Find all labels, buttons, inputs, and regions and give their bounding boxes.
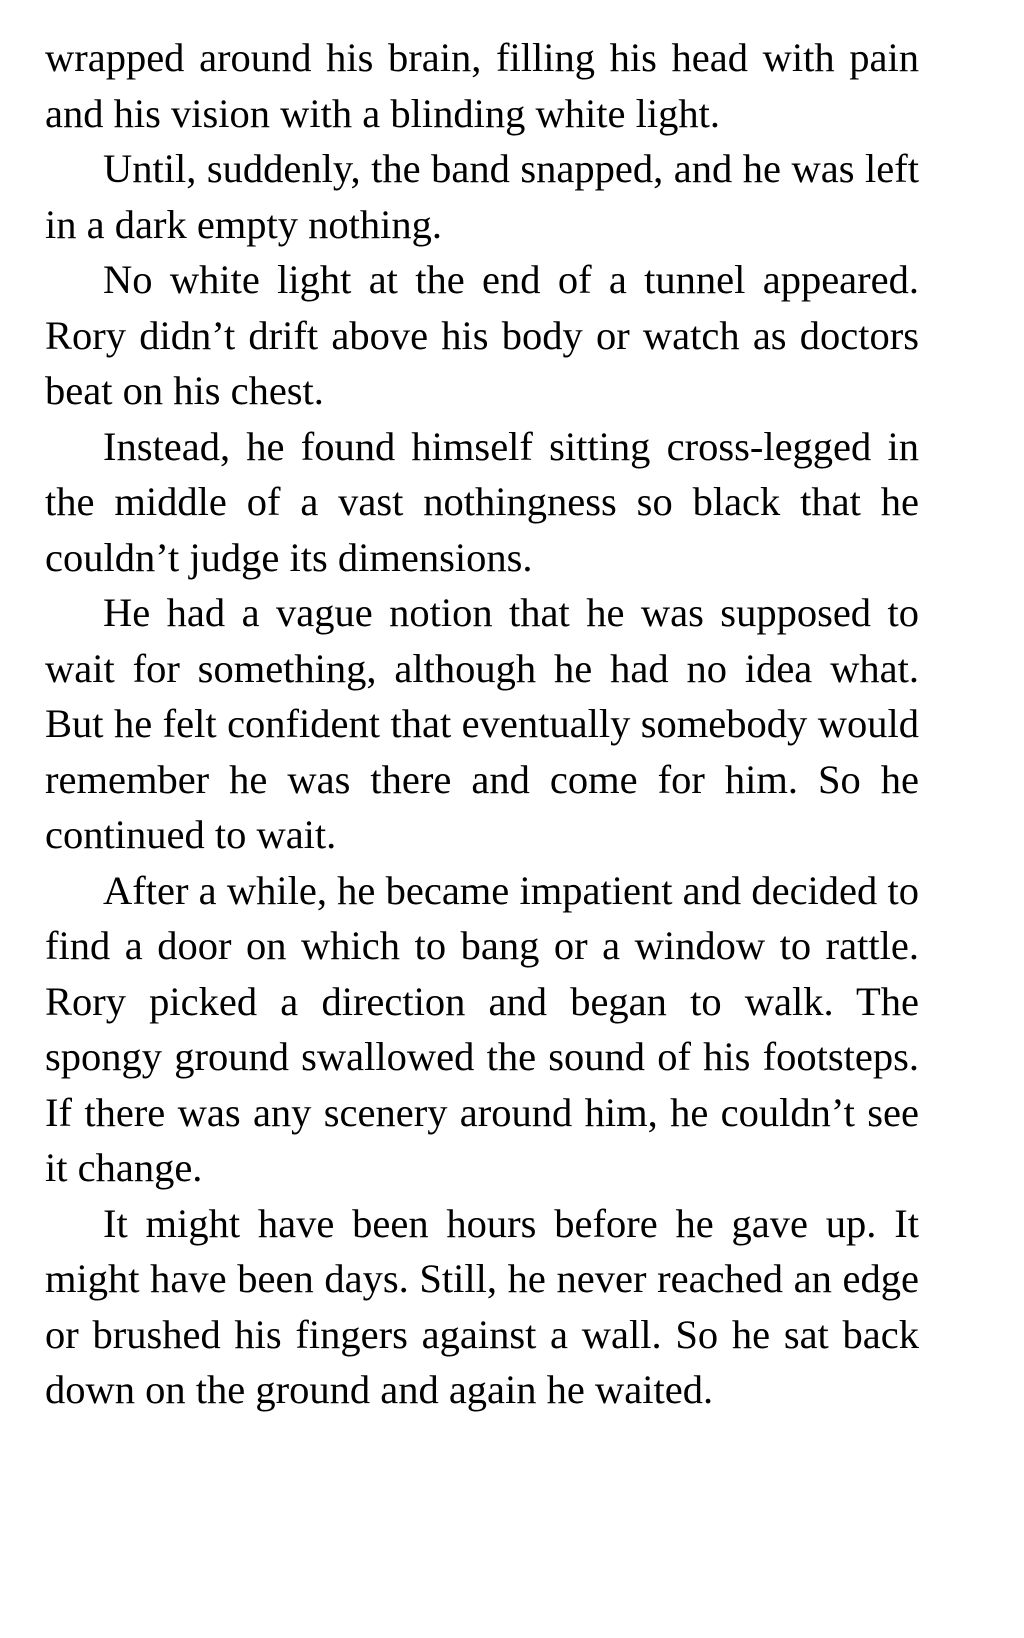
paragraph-vague-notion: He had a vague notion that he was supposed to wait for something, although he had no idea what. But he felt confident that eventually somebody would remember he was there and come for him. So he continued to wait. [45, 590, 919, 857]
paragraph-band-snapped: Until, suddenly, the band snapped, and he was left in a dark empty nothing. [45, 146, 919, 247]
paragraph-cross-legged: Instead, he found himself sitting cross-legged in the middle of a vast nothingness so black that he couldn’t judge its dimensions. [45, 423, 919, 580]
paragraph-continuation: wrapped around his brain, filling his head with pain and his vision with a blinding white light. [45, 35, 919, 136]
body-text [45, 30, 919, 1418]
paragraph-no-white-light: No white light at the end of a tunnel appeared. Rory didn’t drift above his body or watch as doctors beat on his chest. [45, 257, 919, 413]
paragraph-impatient: After a while, he became impatient and decided to find a door on which to bang or a window to rattle. Rory picked a direction and began to walk. The spongy ground swallowed the sound of his footsteps. If there was any scenery around him, he couldn’t see it change. [45, 867, 919, 1190]
paragraph-hours-days: It might have been hours before he gave up. It might have been days. Still, he never reached an edge or brushed his fingers against a wall. So he sat back down on the ground and again he waited. [45, 1200, 919, 1412]
